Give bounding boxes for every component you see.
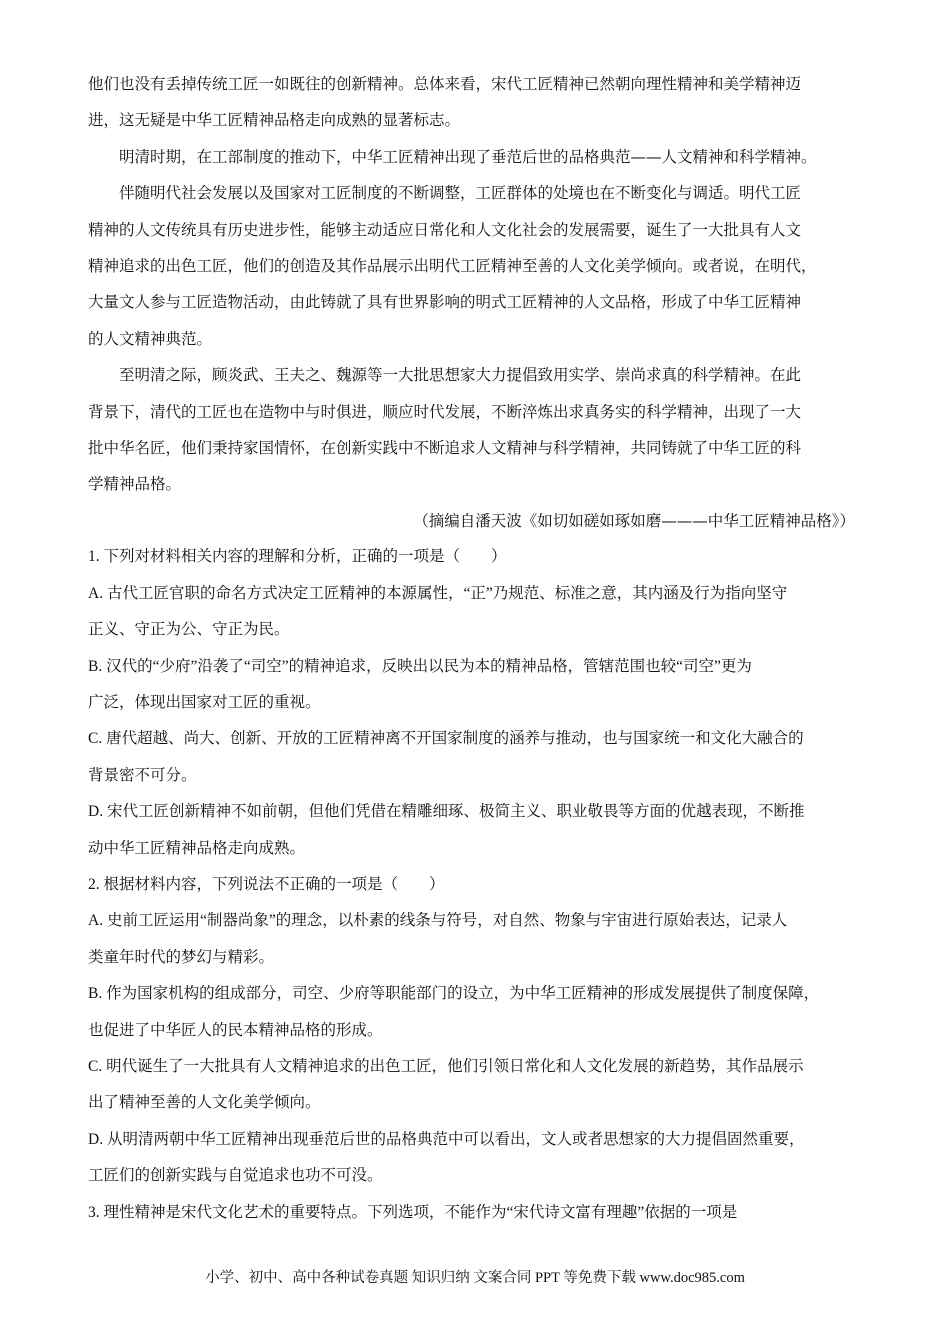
page-footer: 小学、初中、高中各种试卷真题 知识归纳 文案合同 PPT 等免费下载 www.doc985.com — [205, 1270, 745, 1286]
option-c[interactable] — [88, 721, 863, 794]
text-line: 进，这无疑是中华工匠精神品格走向成熟的显著标志。 — [88, 111, 461, 130]
option-text: 正义、守正为公、守正为民。 — [88, 621, 290, 639]
text-line: 的人文精神典范。 — [88, 329, 213, 348]
passage-paragraph-1 — [88, 66, 863, 139]
passage-paragraph-2 — [88, 139, 863, 175]
question-3 — [88, 1195, 863, 1231]
option-text: 动中华工匠精神品格走向成熟。 — [88, 839, 306, 857]
document-body — [88, 66, 863, 1231]
option-a[interactable] — [88, 903, 863, 976]
text-line: 精神追求的出色工匠，他们的创造及其作品展示出明代工匠精神至善的人文化美学倾向。或者说，在明代， — [88, 257, 817, 276]
question-2 — [88, 867, 863, 1195]
option-text: C. 明代诞生了一大批具有人文精神追求的出色工匠，他们引领日常化和人文化发展的新趋势，其作品展示 — [88, 1057, 804, 1075]
option-text: A. 古代工匠官职的命名方式决定工匠精神的本源属性，“正”乃规范、标准之意，其内涵及行为指向坚守 — [88, 584, 788, 602]
option-text: B. 汉代的“少府”沿袭了“司空”的精神追求，反映出以民为本的精神品格，管辖范围也较“司空”更为 — [88, 657, 752, 675]
text-line: 伴随明代社会发展以及国家对工匠制度的不断调整，工匠群体的处境也在不断变化与调适。明代工匠 — [119, 184, 802, 203]
text-line: 明清时期，在工部制度的推动下，中华工匠精神出现了垂范后世的品格典范——人文精神和科学精神。 — [119, 147, 817, 166]
option-b[interactable] — [88, 649, 863, 722]
option-text: 广泛，体现出国家对工匠的重视。 — [88, 693, 321, 711]
text-line: 批中华名匠，他们秉持家国情怀，在创新实践中不断追求人文精神与科学精神，共同铸就了中华工匠的科 — [88, 439, 802, 458]
text-line: 大量文人参与工匠造物活动，由此铸就了具有世界影响的明式工匠精神的人文品格，形成了中华工匠精神 — [88, 293, 802, 312]
passage-source: （摘编自潘天波《如切如磋如琢如磨———中华工匠精神品格》） — [413, 511, 855, 530]
text-line: 背景下，清代的工匠也在造物中与时俱进，顺应时代发展，不断淬炼出求真务实的科学精神，出现了一大 — [88, 402, 802, 421]
text-line: 他们也没有丢掉传统工匠一如既往的创新精神。总体来看，宋代工匠精神已然朝向理性精神和美学精神迈 — [88, 75, 802, 93]
option-text: A. 史前工匠运用“制器尚象”的理念，以朴素的线条与符号，对自然、物象与宇宙进行原始表达，记录人 — [88, 912, 788, 930]
question-stem: 2. 根据材料内容，下列说法不正确的一项是（ ） — [88, 875, 445, 893]
option-text: 出了精神至善的人文化美学倾向。 — [88, 1094, 321, 1112]
option-text: C. 唐代超越、尚大、创新、开放的工匠精神离不开国家制度的涵养与推动，也与国家统一和文化大融合的 — [88, 730, 804, 748]
text-line: 学精神品格。 — [88, 475, 182, 494]
passage-paragraph-3 — [88, 175, 863, 357]
passage-paragraph-4 — [88, 357, 863, 503]
option-text: 工匠们的创新实践与自觉追求也功不可没。 — [88, 1167, 383, 1185]
option-text: 也促进了中华匠人的民本精神品格的形成。 — [88, 1021, 383, 1039]
text-line: 至明清之际，顾炎武、王夫之、魏源等一大批思想家大力提倡致用实学、崇尚求真的科学精神。在此 — [119, 366, 802, 385]
text-line: 精神的人文传统具有历史进步性，能够主动适应日常化和人文化社会的发展需要，诞生了一大批具有人文 — [88, 220, 802, 239]
option-text: 类童年时代的梦幻与精彩。 — [88, 948, 275, 966]
option-text: 背景密不可分。 — [88, 766, 197, 784]
option-d[interactable] — [88, 794, 863, 867]
option-text: D. 从明清两朝中华工匠精神出现垂范后世的品格典范中可以看出，文人或者思想家的大力提倡固然重要， — [88, 1130, 805, 1148]
question-stem: 1. 下列对材料相关内容的理解和分析，正确的一项是（ ） — [88, 548, 507, 566]
question-1 — [88, 539, 863, 867]
option-c[interactable] — [88, 1049, 863, 1122]
option-text: B. 作为国家机构的组成部分，司空、少府等职能部门的设立，为中华工匠精神的形成发展提供了制度保障， — [88, 985, 820, 1003]
option-b[interactable] — [88, 976, 863, 1049]
option-text: D. 宋代工匠创新精神不如前朝，但他们凭借在精雕细琢、极简主义、职业敬畏等方面的优越表现，不断推 — [88, 803, 805, 821]
question-stem: 3. 理性精神是宋代文化艺术的重要特点。下列选项，不能作为“宋代诗文富有理趣”依据的一项是 — [88, 1203, 738, 1221]
option-d[interactable] — [88, 1122, 863, 1195]
option-a[interactable] — [88, 576, 863, 649]
